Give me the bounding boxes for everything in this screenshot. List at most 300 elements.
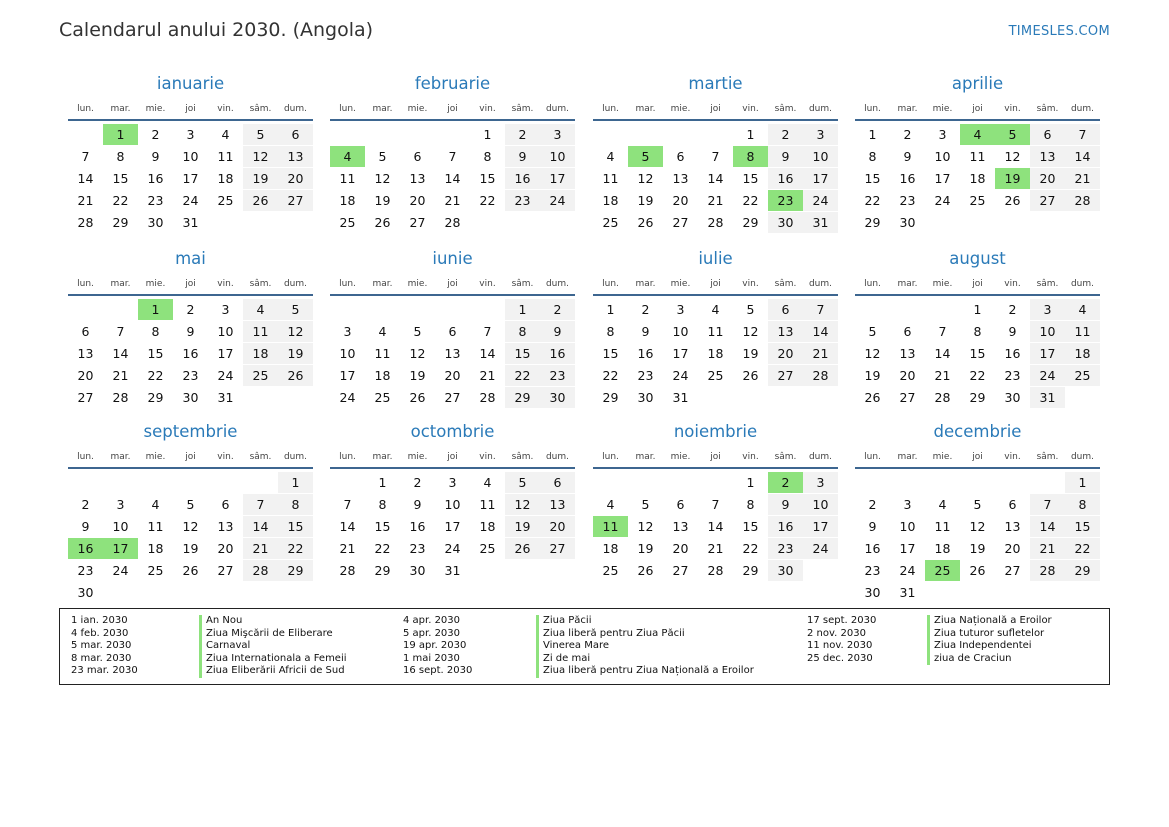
- weekday-label: lun.: [602, 279, 619, 289]
- holiday-date: 1 mai 2030: [403, 652, 460, 664]
- weekday-label: dum.: [283, 104, 308, 114]
- day-cell: 10: [1030, 321, 1065, 342]
- weekday-label: dum.: [283, 279, 308, 289]
- month-iulie: [593, 249, 838, 431]
- weekday-label: dum.: [545, 279, 570, 289]
- weekday-label: lun.: [602, 452, 619, 462]
- day-cell: 30: [768, 560, 803, 581]
- day-cell: 25: [374, 390, 391, 405]
- weekday-label: mie.: [145, 279, 166, 289]
- day-cell: 1: [505, 299, 540, 320]
- day-cell: 17: [1030, 343, 1065, 364]
- day-cell: 26: [864, 390, 881, 405]
- day-cell: 15: [112, 171, 129, 186]
- day-cell: 11: [374, 346, 391, 361]
- day-cell: 25: [243, 365, 278, 386]
- month-martie: [593, 74, 838, 256]
- day-cell: 23: [77, 563, 94, 578]
- month-name: decembrie: [933, 422, 1022, 441]
- day-cell: 6: [278, 124, 313, 145]
- day-cell: 1: [868, 127, 877, 142]
- day-cell: 8: [1065, 494, 1100, 515]
- day-cell: 28: [479, 390, 496, 405]
- day-cell: 22: [147, 368, 164, 383]
- weekday-label: sâm.: [774, 279, 797, 289]
- holiday-day-cell: 5: [628, 146, 663, 167]
- day-cell: 10: [803, 146, 838, 167]
- holiday-day-cell: 11: [593, 516, 628, 537]
- day-cell: 5: [413, 324, 422, 339]
- weekday-label: dum.: [808, 279, 833, 289]
- weekday-label: dum.: [1070, 452, 1095, 462]
- day-cell: 18: [602, 541, 619, 556]
- day-cell: 2: [151, 127, 160, 142]
- holiday-day-cell: 17: [103, 538, 138, 559]
- header-rule: [855, 467, 1100, 469]
- day-cell: 30: [540, 387, 575, 408]
- weekday-label: lun.: [77, 452, 94, 462]
- day-cell: 14: [1030, 516, 1065, 537]
- day-cell: 19: [742, 346, 759, 361]
- day-cell: 3: [1030, 299, 1065, 320]
- day-cell: 21: [803, 343, 838, 364]
- weekday-label: joi: [710, 452, 721, 462]
- day-cell: 13: [444, 346, 461, 361]
- day-cell: 6: [540, 472, 575, 493]
- holiday-day-cell: 1: [138, 299, 173, 320]
- day-cell: 14: [803, 321, 838, 342]
- day-cell: 20: [899, 368, 916, 383]
- month-octombrie: [330, 422, 575, 604]
- day-cell: 21: [1030, 538, 1065, 559]
- day-cell: 1: [746, 127, 755, 142]
- day-cell: 24: [182, 193, 199, 208]
- holiday-day-cell: 25: [925, 560, 960, 581]
- day-cell: 16: [409, 519, 426, 534]
- header-rule: [330, 467, 575, 469]
- day-cell: 18: [374, 368, 391, 383]
- day-cell: 9: [903, 149, 912, 164]
- day-cell: 7: [711, 497, 720, 512]
- day-cell: 23: [505, 190, 540, 211]
- day-cell: 4: [938, 497, 947, 512]
- header-rule: [330, 294, 575, 296]
- day-cell: 15: [969, 346, 986, 361]
- day-cell: 11: [934, 519, 951, 534]
- day-cell: 21: [339, 541, 356, 556]
- day-cell: 13: [1004, 519, 1021, 534]
- day-cell: 19: [505, 516, 540, 537]
- day-cell: 29: [112, 215, 129, 230]
- weekday-label: dum.: [1070, 104, 1095, 114]
- day-cell: 13: [899, 346, 916, 361]
- day-cell: 20: [1004, 541, 1021, 556]
- day-cell: 18: [602, 193, 619, 208]
- holiday-date: 5 apr. 2030: [403, 627, 461, 639]
- weekday-label: joi: [447, 452, 458, 462]
- day-cell: 29: [147, 390, 164, 405]
- day-cell: 9: [186, 324, 195, 339]
- weekday-label: dum.: [283, 452, 308, 462]
- day-cell: 4: [606, 497, 615, 512]
- weekday-label: mar.: [635, 279, 656, 289]
- day-cell: 10: [217, 324, 234, 339]
- weekday-label: dum.: [808, 452, 833, 462]
- day-cell: 13: [1030, 146, 1065, 167]
- day-cell: 12: [182, 519, 199, 534]
- day-cell: 26: [637, 215, 654, 230]
- day-cell: 17: [540, 168, 575, 189]
- day-cell: 22: [112, 193, 129, 208]
- day-cell: 31: [672, 390, 689, 405]
- day-cell: 14: [339, 519, 356, 534]
- day-cell: 2: [505, 124, 540, 145]
- day-cell: 29: [969, 390, 986, 405]
- weekday-label: vin.: [1004, 104, 1021, 114]
- header-rule: [593, 294, 838, 296]
- day-cell: 27: [768, 365, 803, 386]
- day-cell: 2: [81, 497, 90, 512]
- day-cell: 14: [1065, 146, 1100, 167]
- holiday-dates-col-3: [807, 615, 876, 665]
- holiday-date: 16 sept. 2030: [403, 665, 473, 677]
- weekday-label: dum.: [545, 452, 570, 462]
- month-noiembrie: [593, 422, 838, 604]
- day-cell: 3: [903, 497, 912, 512]
- day-cell: 6: [768, 299, 803, 320]
- day-cell: 24: [112, 563, 129, 578]
- month-februarie: [330, 74, 575, 256]
- day-cell: 24: [899, 563, 916, 578]
- day-cell: 23: [409, 541, 426, 556]
- month-name: aprilie: [951, 74, 1004, 93]
- day-cell: 3: [221, 302, 230, 317]
- day-cell: 4: [151, 497, 160, 512]
- day-cell: 17: [672, 346, 689, 361]
- month-name: ianuarie: [156, 74, 225, 93]
- day-cell: 12: [742, 324, 759, 339]
- weekday-label: sâm.: [511, 279, 534, 289]
- holiday-names-col-3: [927, 615, 1052, 665]
- day-cell: 23: [147, 193, 164, 208]
- day-cell: 30: [899, 215, 916, 230]
- day-cell: 11: [602, 171, 619, 186]
- day-cell: 22: [374, 541, 391, 556]
- day-cell: 16: [864, 541, 881, 556]
- day-cell: 2: [768, 124, 803, 145]
- day-cell: 22: [969, 368, 986, 383]
- day-cell: 28: [112, 390, 129, 405]
- day-cell: 14: [77, 171, 94, 186]
- day-cell: 12: [243, 146, 278, 167]
- day-cell: 25: [602, 215, 619, 230]
- day-cell: 9: [540, 321, 575, 342]
- day-cell: 2: [540, 299, 575, 320]
- day-cell: 21: [479, 368, 496, 383]
- day-cell: 7: [81, 149, 90, 164]
- day-cell: 15: [505, 343, 540, 364]
- day-cell: 27: [409, 215, 426, 230]
- day-cell: 24: [1030, 365, 1065, 386]
- day-cell: 6: [676, 149, 685, 164]
- day-cell: 22: [864, 193, 881, 208]
- day-cell: 9: [151, 149, 160, 164]
- day-cell: 29: [1065, 560, 1100, 581]
- month-name: mai: [175, 249, 206, 268]
- day-cell: 21: [112, 368, 129, 383]
- day-cell: 6: [448, 324, 457, 339]
- day-cell: 20: [444, 368, 461, 383]
- day-cell: 16: [637, 346, 654, 361]
- day-cell: 18: [1065, 343, 1100, 364]
- day-cell: 7: [243, 494, 278, 515]
- weekday-label: vin.: [479, 279, 496, 289]
- day-cell: 26: [374, 215, 391, 230]
- holiday-date: 25 dec. 2030: [807, 652, 873, 664]
- header-rule: [68, 294, 313, 296]
- day-cell: 28: [803, 365, 838, 386]
- weekday-label: sâm.: [774, 452, 797, 462]
- day-cell: 23: [540, 365, 575, 386]
- day-cell: 13: [77, 346, 94, 361]
- day-cell: 18: [243, 343, 278, 364]
- day-cell: 27: [1030, 190, 1065, 211]
- day-cell: 21: [707, 541, 724, 556]
- holiday-name: Ziua liberă pentru Ziua Națională a Eroilor: [536, 665, 754, 678]
- day-cell: 15: [278, 516, 313, 537]
- day-cell: 18: [479, 519, 496, 534]
- day-cell: 9: [1008, 324, 1017, 339]
- day-cell: 15: [742, 171, 759, 186]
- day-cell: 6: [81, 324, 90, 339]
- day-cell: 19: [864, 368, 881, 383]
- day-cell: 28: [243, 560, 278, 581]
- day-cell: 11: [707, 324, 724, 339]
- day-cell: 13: [672, 171, 689, 186]
- day-cell: 19: [969, 541, 986, 556]
- header-rule: [68, 119, 313, 121]
- weekday-label: mar.: [897, 104, 918, 114]
- day-cell: 27: [899, 390, 916, 405]
- month-ianuarie: [68, 74, 313, 256]
- day-cell: 13: [672, 519, 689, 534]
- day-cell: 24: [339, 390, 356, 405]
- weekday-label: vin.: [1004, 452, 1021, 462]
- day-cell: 5: [378, 149, 387, 164]
- holiday-name: ziua de Craciun: [927, 653, 1052, 666]
- day-cell: 12: [409, 346, 426, 361]
- day-cell: 12: [637, 171, 654, 186]
- day-cell: 17: [803, 168, 838, 189]
- weekday-label: sâm.: [511, 452, 534, 462]
- weekday-label: mie.: [670, 452, 691, 462]
- day-cell: 8: [746, 497, 755, 512]
- day-cell: 27: [540, 538, 575, 559]
- day-cell: 3: [938, 127, 947, 142]
- day-cell: 6: [221, 497, 230, 512]
- day-cell: 7: [343, 497, 352, 512]
- day-cell: 26: [969, 563, 986, 578]
- holiday-list: [59, 608, 1110, 685]
- day-cell: 30: [77, 585, 94, 600]
- holiday-day-cell: 23: [768, 190, 803, 211]
- day-cell: 16: [1004, 346, 1021, 361]
- month-name: februarie: [414, 74, 491, 93]
- brand-link[interactable]: TIMESLES.COM: [1008, 24, 1110, 39]
- day-cell: 19: [243, 168, 278, 189]
- day-cell: 8: [505, 321, 540, 342]
- day-cell: 28: [444, 215, 461, 230]
- day-cell: 2: [413, 475, 422, 490]
- day-cell: 10: [182, 149, 199, 164]
- weekday-label: mie.: [145, 104, 166, 114]
- day-cell: 1: [278, 472, 313, 493]
- day-cell: 9: [81, 519, 90, 534]
- day-cell: 18: [339, 193, 356, 208]
- weekday-label: dum.: [808, 104, 833, 114]
- day-cell: 30: [409, 563, 426, 578]
- day-cell: 23: [1004, 368, 1021, 383]
- day-cell: 11: [339, 171, 356, 186]
- day-cell: 27: [217, 563, 234, 578]
- month-name: iulie: [698, 249, 733, 268]
- day-cell: 8: [378, 497, 387, 512]
- day-cell: 1: [483, 127, 492, 142]
- holiday-day-cell: 2: [768, 472, 803, 493]
- day-cell: 16: [768, 516, 803, 537]
- day-cell: 2: [186, 302, 195, 317]
- day-cell: 5: [186, 497, 195, 512]
- day-cell: 31: [182, 215, 199, 230]
- day-cell: 25: [602, 563, 619, 578]
- day-cell: 27: [278, 190, 313, 211]
- day-cell: 3: [116, 497, 125, 512]
- weekday-label: joi: [447, 104, 458, 114]
- day-cell: 30: [637, 390, 654, 405]
- day-cell: 1: [746, 475, 755, 490]
- weekday-label: mar.: [110, 104, 131, 114]
- day-cell: 3: [676, 302, 685, 317]
- weekday-label: joi: [185, 279, 196, 289]
- month-name: iunie: [432, 249, 473, 268]
- day-cell: 30: [1004, 390, 1021, 405]
- day-cell: 14: [444, 171, 461, 186]
- day-cell: 19: [374, 193, 391, 208]
- weekday-label: sâm.: [249, 279, 272, 289]
- weekday-label: mie.: [932, 279, 953, 289]
- weekday-label: mie.: [407, 104, 428, 114]
- weekday-label: mie.: [145, 452, 166, 462]
- weekday-label: sâm.: [1036, 104, 1059, 114]
- day-cell: 7: [711, 149, 720, 164]
- header-rule: [330, 119, 575, 121]
- holiday-date: 11 nov. 2030: [807, 640, 873, 652]
- weekday-label: lun.: [864, 104, 881, 114]
- day-cell: 20: [672, 193, 689, 208]
- day-cell: 29: [864, 215, 881, 230]
- weekday-label: mie.: [932, 104, 953, 114]
- day-cell: 21: [243, 538, 278, 559]
- day-cell: 31: [217, 390, 234, 405]
- day-cell: 18: [934, 541, 951, 556]
- weekday-label: lun.: [77, 104, 94, 114]
- day-cell: 15: [479, 171, 496, 186]
- holiday-dates-col-1: [71, 615, 138, 678]
- day-cell: 15: [147, 346, 164, 361]
- day-cell: 1: [1065, 472, 1100, 493]
- day-cell: 10: [112, 519, 129, 534]
- day-cell: 19: [637, 541, 654, 556]
- day-cell: 29: [374, 563, 391, 578]
- holiday-name: Ziua liberă pentru Ziua Păcii: [536, 628, 754, 641]
- holiday-day-cell: 4: [330, 146, 365, 167]
- day-cell: 2: [868, 497, 877, 512]
- holiday-name: Ziua Eliberării Africii de Sud: [199, 665, 347, 678]
- day-cell: 25: [339, 215, 356, 230]
- day-cell: 24: [217, 368, 234, 383]
- weekday-label: mie.: [407, 279, 428, 289]
- day-cell: 7: [803, 299, 838, 320]
- day-cell: 20: [409, 193, 426, 208]
- day-cell: 4: [606, 149, 615, 164]
- weekday-label: joi: [185, 104, 196, 114]
- day-cell: 7: [448, 149, 457, 164]
- weekday-label: vin.: [479, 452, 496, 462]
- page-title: Calendarul anului 2030. (Angola): [59, 19, 374, 41]
- day-cell: 6: [1030, 124, 1065, 145]
- day-cell: 10: [899, 519, 916, 534]
- day-cell: 11: [243, 321, 278, 342]
- day-cell: 3: [803, 124, 838, 145]
- weekday-label: joi: [972, 452, 983, 462]
- day-cell: 13: [217, 519, 234, 534]
- day-cell: 7: [1030, 494, 1065, 515]
- day-cell: 21: [707, 193, 724, 208]
- weekday-label: vin.: [1004, 279, 1021, 289]
- day-cell: 9: [768, 146, 803, 167]
- day-cell: 11: [969, 149, 986, 164]
- weekday-label: sâm.: [774, 104, 797, 114]
- day-cell: 10: [803, 494, 838, 515]
- weekday-label: dum.: [1070, 279, 1095, 289]
- holiday-name: Ziua Păcii: [536, 615, 754, 628]
- day-cell: 1: [378, 475, 387, 490]
- day-cell: 25: [1065, 365, 1100, 386]
- weekday-label: sâm.: [249, 452, 272, 462]
- day-cell: 11: [147, 519, 164, 534]
- day-cell: 19: [182, 541, 199, 556]
- day-cell: 28: [934, 390, 951, 405]
- day-cell: 15: [1065, 516, 1100, 537]
- month-name: noiembrie: [673, 422, 758, 441]
- day-cell: 4: [243, 299, 278, 320]
- day-cell: 25: [707, 368, 724, 383]
- day-cell: 29: [742, 563, 759, 578]
- day-cell: 27: [444, 390, 461, 405]
- day-cell: 8: [116, 149, 125, 164]
- day-cell: 26: [637, 563, 654, 578]
- day-cell: 13: [409, 171, 426, 186]
- weekday-label: vin.: [217, 279, 234, 289]
- day-cell: 7: [938, 324, 947, 339]
- day-cell: 8: [278, 494, 313, 515]
- day-cell: 5: [641, 497, 650, 512]
- day-cell: 24: [803, 190, 838, 211]
- day-cell: 28: [707, 215, 724, 230]
- weekday-label: mie.: [407, 452, 428, 462]
- day-cell: 28: [1065, 190, 1100, 211]
- day-cell: 11: [479, 497, 496, 512]
